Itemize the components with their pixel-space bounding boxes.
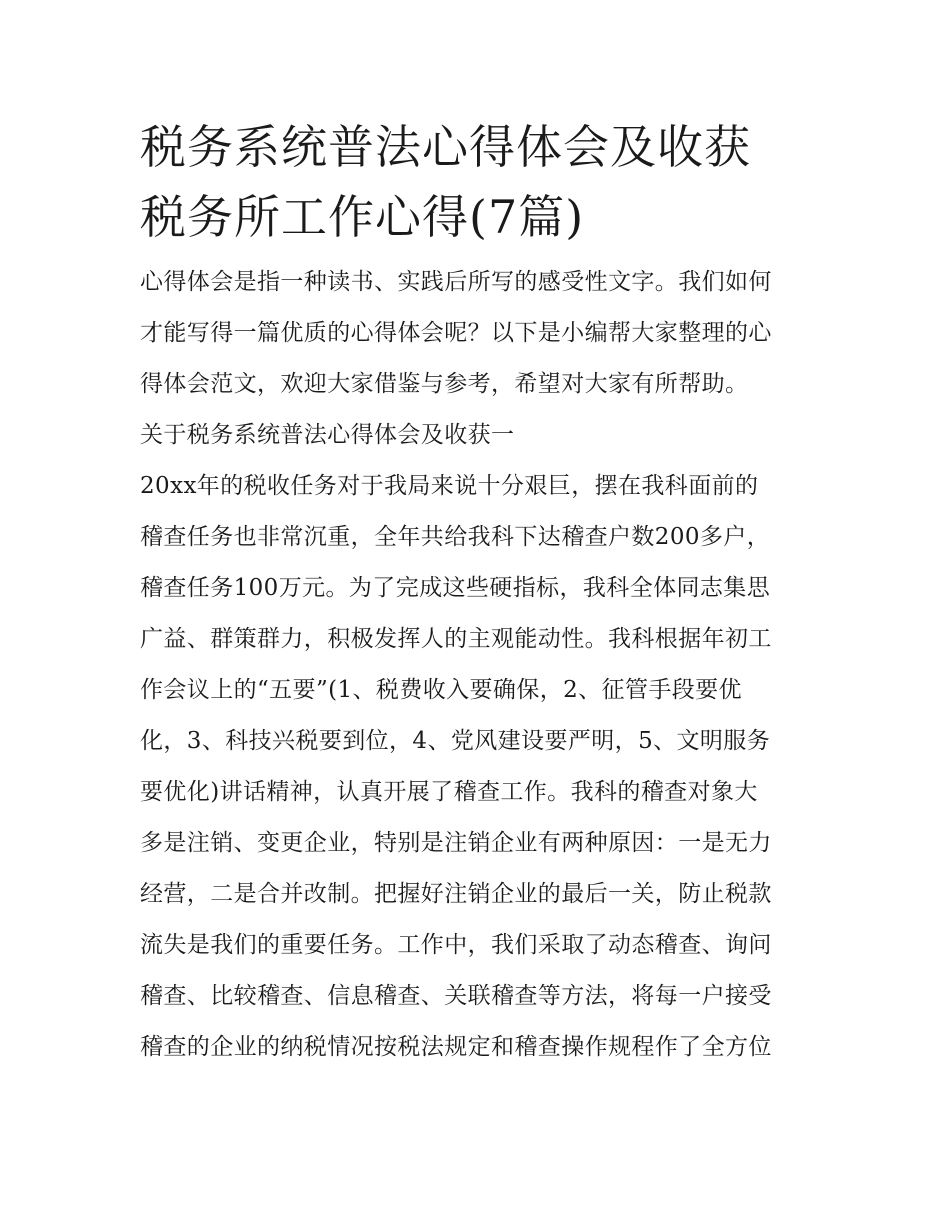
- document-title-line-2: 税务所工作心得(7篇): [140, 190, 585, 244]
- body-line: 要优化)讲话精神，认真开展了稽查工作。我科的稽查对象大: [140, 779, 758, 805]
- body-line: 流失是我们的重要任务。工作中，我们采取了动态稽查、询问: [140, 932, 772, 958]
- body-line: 多是注销、变更企业，特别是注销企业有两种原因：一是无力: [140, 830, 772, 856]
- document-page: [140, 112, 815, 1073]
- body-line: 广益、群策群力，积极发挥人的主观能动性。我科根据年初工: [140, 626, 772, 652]
- section-heading: 关于税务系统普法心得体会及收获一: [140, 422, 515, 448]
- body-line: 稽查、比较稽查、信息稽查、关联稽查等方法，将每一户接受: [140, 983, 772, 1009]
- body-line: 稽查的企业的纳税情况按税法规定和稽查操作规程作了全方位: [140, 1034, 772, 1060]
- body-line: 化，3、科技兴税要到位，4、党风建设要严明，5、文明服务: [140, 728, 771, 754]
- document-body: [140, 257, 815, 1073]
- body-line: 经营，二是合并改制。把握好注销企业的最后一关，防止税款: [140, 881, 772, 907]
- body-line: 稽查任务也非常沉重，全年共给我科下达稽查户数200多户，: [140, 524, 771, 550]
- body-line: 才能写得一篇优质的心得体会呢？以下是小编帮大家整理的心: [140, 320, 772, 346]
- body-line: 心得体会是指一种读书、实践后所写的感受性文字。我们如何: [140, 269, 772, 295]
- body-line: 稽查任务100万元。为了完成这些硬指标，我科全体同志集思: [140, 575, 771, 601]
- document-title-line-1: 税务系统普法心得体会及收获: [140, 120, 751, 174]
- body-line: 得体会范文，欢迎大家借鉴与参考，希望对大家有所帮助。: [140, 371, 749, 397]
- body-line: 作会议上的“五要”(1、税费收入要确保，2、征管手段要优: [140, 677, 742, 703]
- body-line: 20xx年的税收任务对于我局来说十分艰巨，摆在我科面前的: [140, 473, 759, 499]
